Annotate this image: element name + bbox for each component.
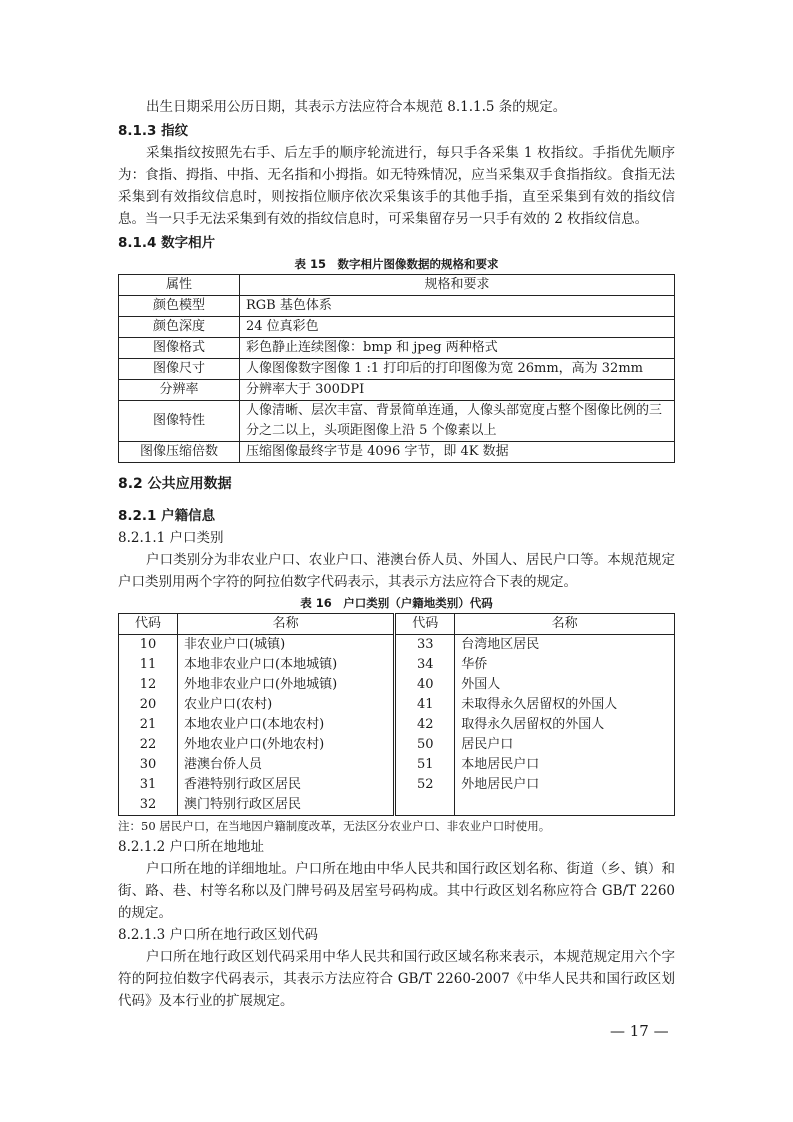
code-cell: 41 bbox=[395, 695, 455, 715]
table-row bbox=[119, 695, 675, 715]
name-cell: 本地非农业户口(本地城镇) bbox=[178, 655, 395, 675]
name-cell: 取得永久居留权的外国人 bbox=[455, 715, 675, 735]
page-number: — 17 — bbox=[610, 1022, 669, 1040]
code-cell: 20 bbox=[119, 695, 178, 715]
name-cell: 外地农业户口(外地农村) bbox=[178, 735, 395, 755]
attr-cell: 分辨率 bbox=[119, 380, 240, 401]
household-type-paragraph: 户口类别分为非农业户口、农业户口、港澳台侨人员、外国人、居民户口等。本规范规定户口类别用两个字符的阿拉伯数字代码表示，其表示方法应符合下表的规定。 bbox=[118, 552, 675, 590]
table-row bbox=[119, 317, 675, 338]
table-row bbox=[119, 442, 675, 463]
table-row bbox=[119, 359, 675, 380]
code-cell: 40 bbox=[395, 675, 455, 695]
code-cell: 11 bbox=[119, 655, 178, 675]
heading-8-1-4: 8.1.4 数字相片 bbox=[118, 235, 216, 251]
column-header-attr: 属性 bbox=[119, 275, 240, 296]
heading-8-1-3: 8.1.3 指纹 bbox=[118, 123, 189, 139]
code-cell: 33 bbox=[395, 635, 455, 656]
attr-cell: 图像格式 bbox=[119, 338, 240, 359]
name-cell: 本地农业户口(本地农村) bbox=[178, 715, 395, 735]
code-cell: 34 bbox=[395, 655, 455, 675]
column-header-name-right: 名称 bbox=[455, 614, 675, 635]
code-cell: 50 bbox=[395, 735, 455, 755]
name-cell: 未取得永久居留权的外国人 bbox=[455, 695, 675, 715]
table-row bbox=[119, 775, 675, 795]
column-header-spec: 规格和要求 bbox=[240, 275, 675, 296]
heading-8-2-1-2: 8.2.1.2 户口所在地地址 bbox=[118, 839, 265, 855]
table-header-row bbox=[119, 275, 675, 296]
table-row bbox=[119, 795, 675, 816]
table-row bbox=[119, 380, 675, 401]
table-row bbox=[119, 675, 675, 695]
name-cell: 农业户口(农村) bbox=[178, 695, 395, 715]
name-cell: 本地居民户口 bbox=[455, 755, 675, 775]
code-cell: 52 bbox=[395, 775, 455, 795]
name-cell: 外国人 bbox=[455, 675, 675, 695]
table-row bbox=[119, 338, 675, 359]
household-address-paragraph: 户口所在地的详细地址。户口所在地由中华人民共和国行政区划名称、街道（乡、镇）和街、路、巷、村等名称以及门牌号码及居室号码构成。其中行政区划名称应符合 GB/T 2260 的规定。 bbox=[118, 861, 675, 921]
code-cell bbox=[395, 795, 455, 816]
name-cell: 华侨 bbox=[455, 655, 675, 675]
spec-cell: 人像清晰、层次丰富、背景简单连通，人像头部宽度占整个图像比例的三分之二以上，头项距图像上沿 5 个像素以上 bbox=[240, 401, 675, 442]
code-cell: 30 bbox=[119, 755, 178, 775]
table-row bbox=[119, 401, 675, 442]
name-cell: 澳门特别行政区居民 bbox=[178, 795, 395, 816]
name-cell: 台湾地区居民 bbox=[455, 635, 675, 656]
heading-8-2: 8.2 公共应用数据 bbox=[118, 476, 232, 492]
code-cell: 22 bbox=[119, 735, 178, 755]
attr-cell: 图像尺寸 bbox=[119, 359, 240, 380]
name-cell: 港澳台侨人员 bbox=[178, 755, 395, 775]
attr-cell: 图像特性 bbox=[119, 401, 240, 442]
fingerprint-paragraph: 采集指纹按照先右手、后左手的顺序轮流进行，每只手各采集 1 枚指纹。手指优先顺序为：食指、拇指、中指、无名指和小拇指。如无特殊情况，应当采集双手食指指纹。食指无法采集到有效指纹信息时，则按指位顺序依次采集该手的其他手指，直至采集到有效的指纹信息。当一只手无法采集到有效的指纹信息时，可采集留存另一只手有效的 2 枚指纹信息。 bbox=[118, 145, 675, 227]
photo-spec-table bbox=[118, 274, 675, 463]
table-row bbox=[119, 735, 675, 755]
heading-8-2-1: 8.2.1 户籍信息 bbox=[118, 508, 216, 524]
attr-cell: 图像压缩倍数 bbox=[119, 442, 240, 463]
table-15-caption: 表 15 数字相片图像数据的规格和要求 bbox=[294, 257, 499, 271]
column-header-code-right: 代码 bbox=[395, 614, 455, 635]
name-cell: 外地居民户口 bbox=[455, 775, 675, 795]
table-16-caption: 表 16 户口类别（户籍地类别）代码 bbox=[300, 596, 493, 610]
code-cell: 21 bbox=[119, 715, 178, 735]
household-code-table bbox=[118, 613, 675, 816]
page-content bbox=[118, 96, 675, 1012]
spec-cell: 压缩图像最终字节是 4096 字节，即 4K 数据 bbox=[240, 442, 675, 463]
attr-cell: 颜色模型 bbox=[119, 296, 240, 317]
spec-cell: 分辨率大于 300DPI bbox=[240, 380, 675, 401]
name-cell: 非农业户口(城镇) bbox=[178, 635, 395, 656]
spec-cell: RGB 基色体系 bbox=[240, 296, 675, 317]
name-cell: 外地非农业户口(外地城镇) bbox=[178, 675, 395, 695]
code-cell: 10 bbox=[119, 635, 178, 656]
admin-code-paragraph: 户口所在地行政区划代码采用中华人民共和国行政区域名称来表示，本规范规定用六个字符的阿拉伯数字代码表示，其表示方法应符合 GB/T 2260-2007《中华人民共和国行政区划代码》及本行业的扩展规定。 bbox=[118, 949, 675, 1009]
code-cell: 31 bbox=[119, 775, 178, 795]
name-cell bbox=[455, 795, 675, 816]
spec-cell: 24 位真彩色 bbox=[240, 317, 675, 338]
table-row bbox=[119, 755, 675, 775]
table-16-note: 注：50 居民户口，在当地因户籍制度改革，无法区分农业户口、非农业户口时使用。 bbox=[118, 819, 551, 833]
heading-8-2-1-1: 8.2.1.1 户口类别 bbox=[118, 530, 224, 546]
name-cell: 香港特别行政区居民 bbox=[178, 775, 395, 795]
table-header-row bbox=[119, 614, 675, 635]
intro-paragraph: 出生日期采用公历日期，其表示方法应符合本规范 8.1.1.5 条的规定。 bbox=[146, 99, 567, 115]
column-header-code-left: 代码 bbox=[119, 614, 178, 635]
code-cell: 12 bbox=[119, 675, 178, 695]
spec-cell: 人像图像数字图像 1 :1 打印后的打印图像为宽 26mm，高为 32mm bbox=[240, 359, 675, 380]
code-cell: 42 bbox=[395, 715, 455, 735]
table-row bbox=[119, 635, 675, 656]
code-cell: 51 bbox=[395, 755, 455, 775]
code-cell: 32 bbox=[119, 795, 178, 816]
name-cell: 居民户口 bbox=[455, 735, 675, 755]
heading-8-2-1-3: 8.2.1.3 户口所在地行政区划代码 bbox=[118, 927, 319, 943]
column-header-name-left: 名称 bbox=[178, 614, 395, 635]
spec-cell: 彩色静止连续图像：bmp 和 jpeg 两种格式 bbox=[240, 338, 675, 359]
table-row bbox=[119, 655, 675, 675]
table-row bbox=[119, 296, 675, 317]
attr-cell: 颜色深度 bbox=[119, 317, 240, 338]
table-row bbox=[119, 715, 675, 735]
